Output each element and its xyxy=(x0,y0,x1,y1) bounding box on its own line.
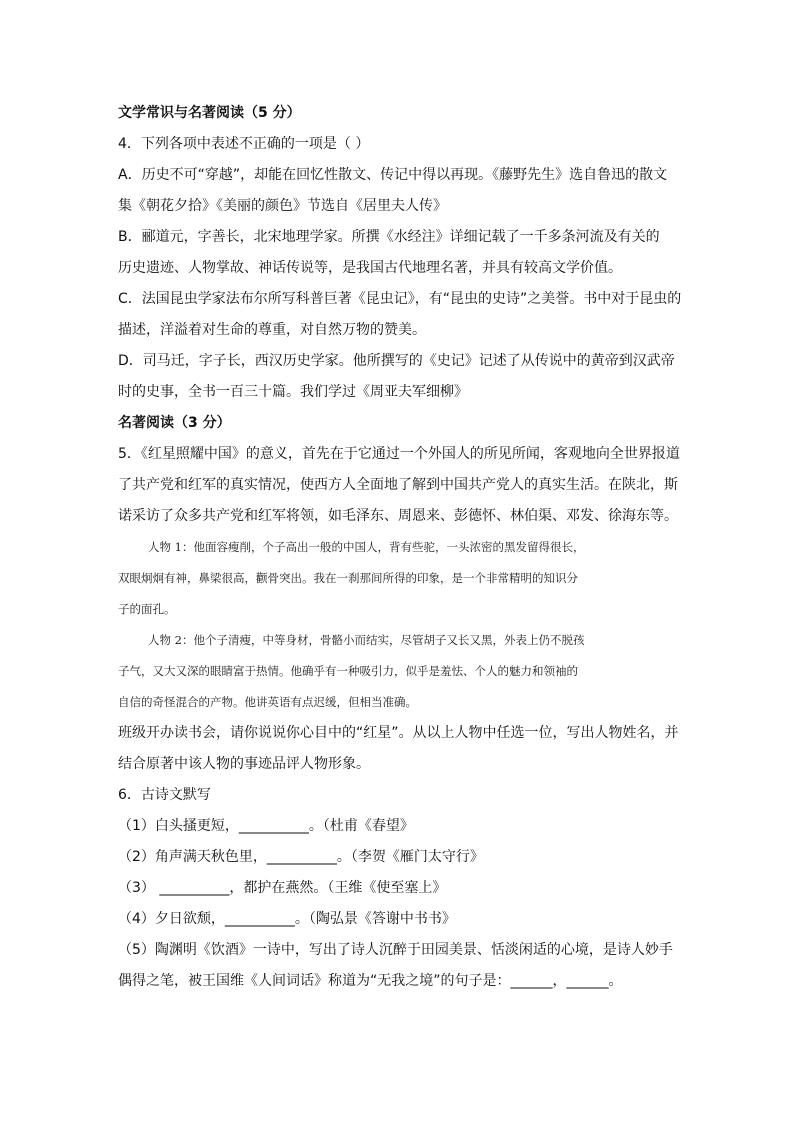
question-5-task-line-2: 结合原著中该人物的事迹品评人物形象。 xyxy=(118,756,370,772)
option-d-line-2: 时的史事，全书一百三十篇。我们学过《周亚夫军细柳》 xyxy=(118,384,468,400)
question-5-intro-line-1: 5．《红星照耀中国》的意义，首先在于它通过一个外国人的所见所闻，客观地向全世界报道 xyxy=(118,446,680,462)
person-2-line-3: 自信的奇怪混合的产物。他讲英语有点迟缓，但相当准确。 xyxy=(118,695,417,709)
option-c-line-1: C．法国昆虫学家法布尔所写科普巨著《昆虫记》，有“昆虫的史诗”之美誉。书中对于昆虫的 xyxy=(118,291,682,307)
person-1-line-1: 人物 1：他面容瘦削，个子高出一般的中国人，背有些驼，一头浓密的黑发留得很长， xyxy=(148,540,585,554)
option-a-line-2: 集《朝花夕拾》《美丽的颜色》节选自《居里夫人传》 xyxy=(118,198,447,214)
question-5-intro-line-3: 诺采访了众多共产党和红军将领，如毛泽东、周恩来、彭德怀、林伯渠、邓发、徐海东等。 xyxy=(118,508,678,524)
question-6-item-5-line-2: 偶得之笔，被王国维《人间词话》称道为“无我之境”的句子是：______，______。 xyxy=(118,973,623,989)
option-d xyxy=(118,346,688,408)
option-b xyxy=(118,222,688,284)
section-heading-classics: 名著阅读（3 分） xyxy=(118,415,231,431)
question-6-item-5-line-1: （5）陶渊明《饮酒》一诗中，写出了诗人沉醉于田园美景、恬淡闲适的心境，是诗人妙手 xyxy=(118,942,673,958)
option-a-line-1: A．历史不可“穿越”，却能在回忆性散文、传记中得以再现。《藤野先生》选自鲁迅的散文 xyxy=(118,167,668,183)
question-5-intro xyxy=(118,439,688,532)
question-6-item-2: （2）角声满天秋色里，__________。（李贺《雁门太守行》 xyxy=(118,849,484,865)
person-2-quote xyxy=(118,625,688,718)
question-5-task xyxy=(118,718,688,780)
person-1-line-2: 双眼炯炯有神，鼻梁很高，颧骨突出。我在一刹那间所得的印象，是一个非常精明的知识分 xyxy=(118,571,578,585)
option-c-line-2: 描述，洋溢着对生命的尊重，对自然万物的赞美。 xyxy=(118,322,426,338)
option-d-line-1: D．司马迁，字子长，西汉历史学家。他所撰写的《史记》记述了从传说中的黄帝到汉武帝 xyxy=(118,353,675,369)
person-1-line-3: 子的面孔。 xyxy=(118,602,176,616)
person-2-line-1: 人物 2：他个子清瘦，中等身材，骨骼小而结实，尽管胡子又长又黑，外表上仍不脱孩 xyxy=(148,633,585,647)
question-6-title: 6．古诗文默写 xyxy=(118,787,211,803)
exam-page xyxy=(118,98,688,997)
section-heading-literature: 文学常识与名著阅读（5 分） xyxy=(118,105,301,121)
question-6-items xyxy=(118,811,688,997)
option-b-line-2: 历史遗迹、人物掌故、神话传说等，是我国古代地理名著，并具有较高文学价值。 xyxy=(118,260,622,276)
question-6-item-1: （1）白头搔更短，__________。（杜甫《春望》 xyxy=(118,818,414,834)
question-6-item-4: （4）夕日欲颓，__________。（陶弘景《答谢中书书》 xyxy=(118,911,456,927)
question-5-task-line-1: 班级开办读书会，请你说说你心目中的“红星”。从以上人物中任选一位，写出人物姓名，并 xyxy=(118,725,679,741)
person-1-quote xyxy=(118,532,688,625)
person-2-line-2: 子气，又大又深的眼睛富于热情。他确乎有一种吸引力，似乎是羞怯、个人的魅力和领袖的 xyxy=(118,664,578,678)
question-5-intro-line-2: 了共产党和红军的真实情况，使西方人全面地了解到中国共产党人的真实生活。在陕北，斯 xyxy=(118,477,678,493)
option-c xyxy=(118,284,688,346)
question-4-stem: 4．下列各项中表述不正确的一项是（ ） xyxy=(118,136,370,152)
option-b-line-1: B．郦道元，字善长，北宋地理学家。所撰《水经注》详细记载了一千多条河流及有关的 xyxy=(118,229,660,245)
option-a xyxy=(118,160,688,222)
question-6-item-3: （3） __________，都护在燕然。（王维《使至塞上》 xyxy=(118,880,447,896)
